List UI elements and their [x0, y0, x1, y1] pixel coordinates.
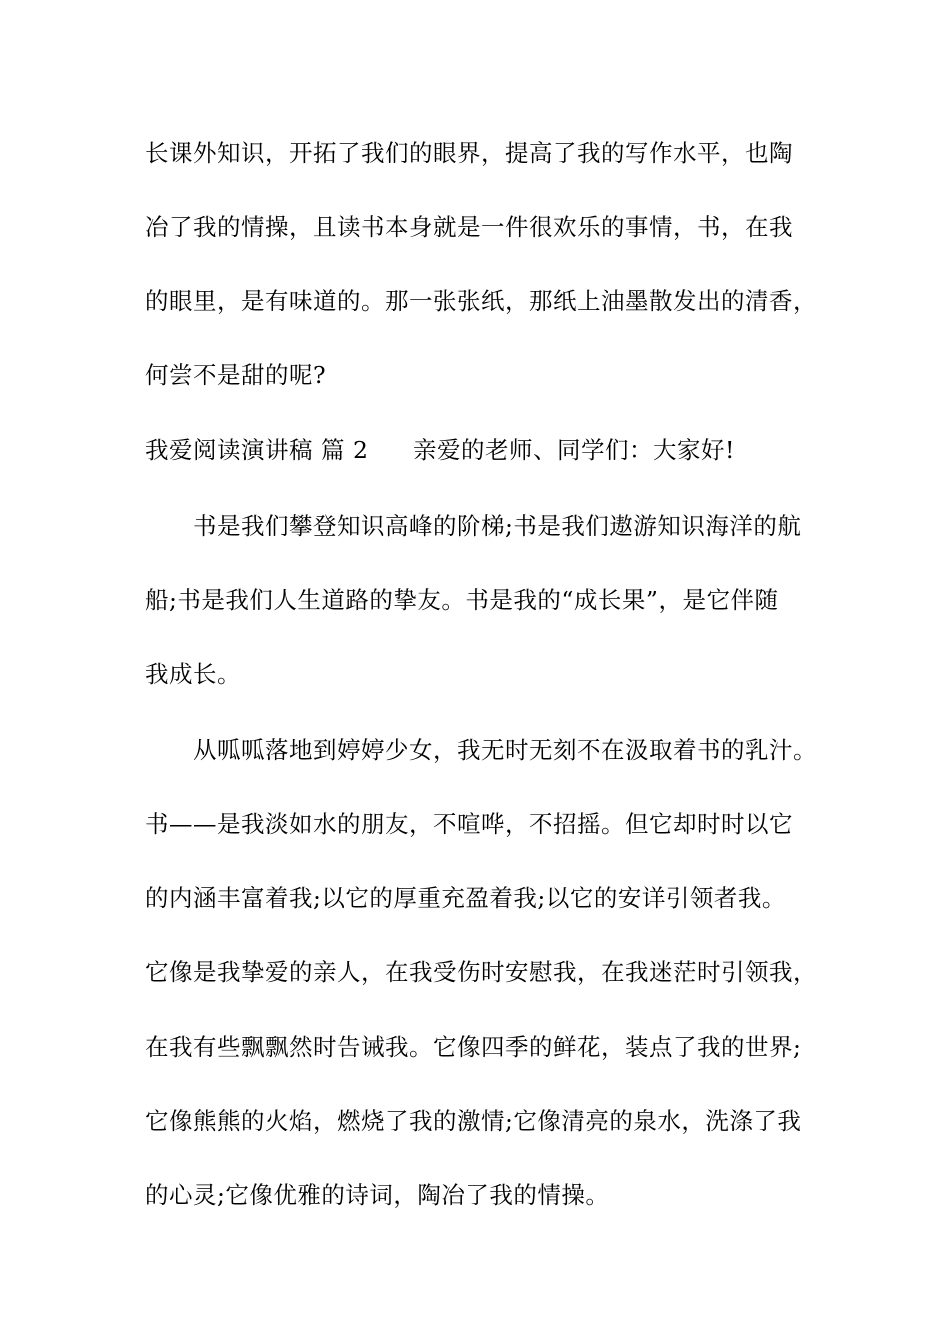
paragraph-3-line-5: 在我有些飘飘然时告诫我。它像四季的鲜花，装点了我的世界;: [145, 1033, 802, 1061]
paragraph-2-line-2: 船;书是我们人生道路的挚友。书是我的“成长果”，是它伴随: [145, 586, 779, 614]
paragraph-2-line-1: 书是我们攀登知识高峰的阶梯;书是我们遨游知识海洋的航: [193, 512, 802, 540]
paragraph-1-line-1: 长课外知识，开拓了我们的眼界，提高了我的写作水平，也陶: [145, 139, 793, 167]
paragraph-1-line-3: 的眼里，是有味道的。那一张张纸，那纸上油墨散发出的清香，: [145, 287, 817, 315]
paragraph-3-line-2: 书——是我淡如水的朋友，不喧哗，不招摇。但它却时时以它: [145, 810, 793, 838]
section-title: 我爱阅读演讲稿 篇 2: [145, 436, 369, 464]
paragraph-3-line-3: 的内涵丰富着我;以它的厚重充盈着我;以它的安详引领者我。: [145, 884, 786, 912]
section-heading: [145, 430, 845, 470]
paragraph-2-line-3: 我成长。: [145, 660, 241, 688]
paragraph-1-line-2: 冶了我的情操，且读书本身就是一件很欢乐的事情，书，在我: [145, 213, 793, 241]
paragraph-3-line-7: 的心灵;它像优雅的诗词，陶冶了我的情操。: [145, 1181, 610, 1209]
paragraph-3-line-6: 它像熊熊的火焰，燃烧了我的激情;它像清亮的泉水，洗涤了我: [145, 1107, 802, 1135]
paragraph-3-line-1: 从呱呱落地到婷婷少女，我无时无刻不在汲取着书的乳汁。: [193, 736, 817, 764]
paragraph-3-line-4: 它像是我挚爱的亲人，在我受伤时安慰我，在我迷茫时引领我，: [145, 958, 817, 986]
greeting: 亲爱的老师、同学们：大家好!: [413, 436, 735, 464]
paragraph-1-line-4: 何尝不是甜的呢?: [145, 361, 327, 389]
